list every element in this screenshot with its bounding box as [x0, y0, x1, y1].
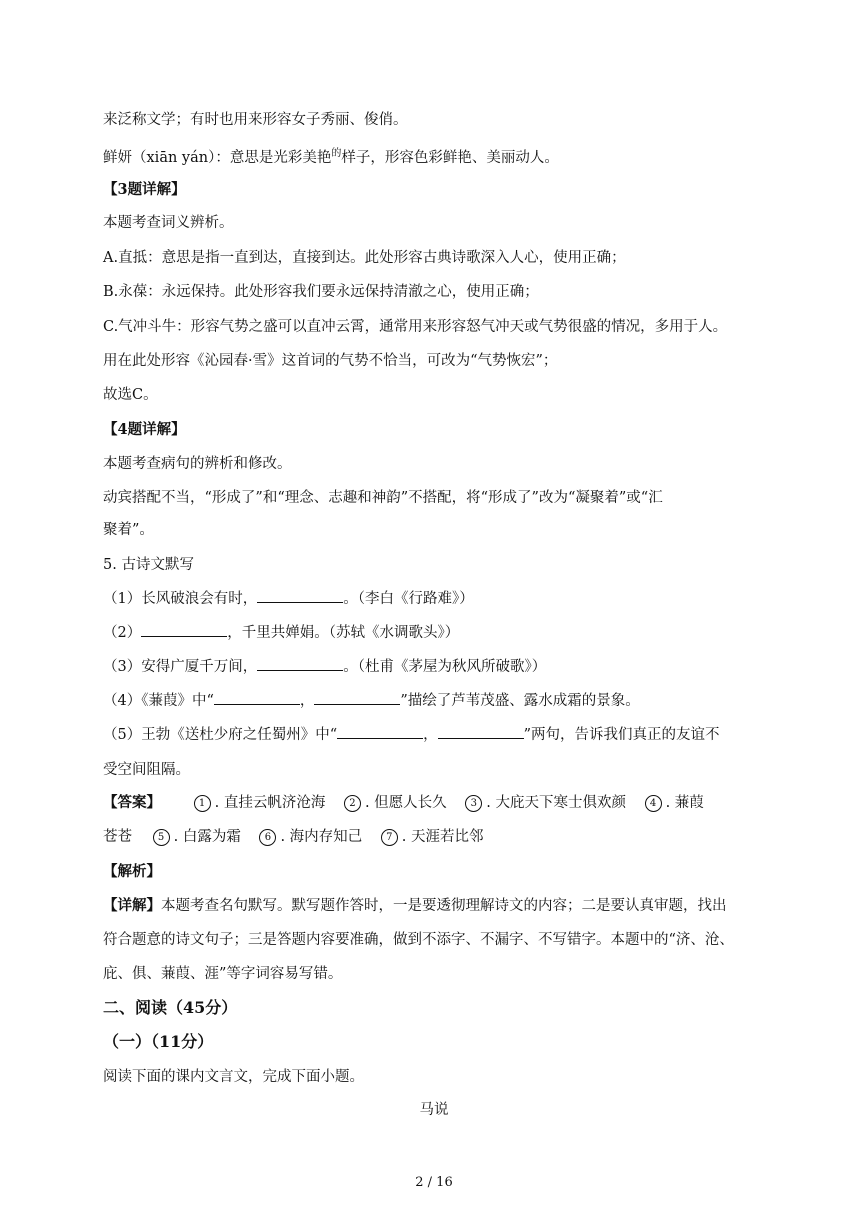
answer-text: . 白露为霜: [173, 829, 241, 845]
page-number: 2 / 16: [415, 1175, 453, 1190]
text-segment: ，: [299, 693, 315, 709]
answer-blank: [257, 589, 343, 603]
text-segment: （3）安得广厦千万间，: [103, 659, 258, 675]
text-segment: ”描绘了芦苇茂盛、露水成霜的景象。: [400, 693, 640, 709]
question-title: 5. 古诗文默写: [103, 557, 194, 573]
question-item: [103, 725, 720, 745]
text-segment: （2）: [103, 625, 142, 641]
answer-text: . 大庇天下寒士俱欢颜: [486, 795, 626, 811]
text-segment: ”两句，告诉我们真正的友谊不: [523, 727, 720, 743]
text-segment: 本题考查名句默写。默写题作答时，一是要透彻理解诗文的内容；二是要认真审题，找出: [161, 898, 727, 914]
answer-label: 【答案】: [103, 794, 161, 811]
answer-blank: [314, 691, 400, 705]
question-item: [103, 657, 546, 677]
section-title: 二、阅读（45分）: [103, 998, 238, 1017]
text-line: 阅读下面的课内文言文，完成下面小题。: [103, 1069, 364, 1085]
text-line: 符合题意的诗文句子；三是答题内容要准确，做到不添字、不漏字、不写错字。本题中的“济、沧、: [103, 932, 734, 948]
section-heading: 【解析】: [103, 863, 161, 880]
circled-number: 6: [259, 829, 276, 846]
question-item: [103, 623, 459, 643]
passage-title: 马说: [419, 1102, 449, 1118]
text-segment: （1）长风破浪会有时，: [103, 591, 258, 607]
text-line: C.气冲斗牛：形容气势之盛可以直冲云霄，通常用来形容怒气冲天或气势很盛的情况，多用于人。: [103, 319, 728, 335]
text-line: B.永葆：永远保持。此处形容我们要永远保持清澈之心，使用正确；: [103, 284, 539, 300]
answer-item: [153, 827, 241, 847]
answer-text: . 直挂云帆济沧海: [214, 795, 326, 811]
text-segment: ，: [423, 727, 438, 743]
answer-blank: [214, 691, 300, 705]
text-line: 本题考查词义辨析。: [103, 215, 234, 231]
answer-item: [259, 827, 362, 847]
answer-text: . 蒹葭: [665, 795, 704, 811]
text-line: 动宾搭配不当，“形成了”和“理念、志趣和神韵”不搭配，将“形成了”改为“凝聚着”或“汇: [103, 490, 663, 506]
text-line: 聚着”。: [103, 522, 154, 538]
text-line: 庇、俱、蒹葭、涯”等字词容易写错。: [103, 966, 343, 982]
circled-number: 7: [381, 829, 398, 846]
text-line: 用在此处形容《沁园春·雪》这首词的气势不恰当，可改为“气势恢宏”；: [103, 353, 558, 369]
text-line: 来泛称文学；有时也用来形容女子秀丽、俊俏。: [103, 112, 408, 128]
answer-item: [381, 827, 484, 847]
answer-blank: [141, 623, 227, 637]
answer-blank: [337, 725, 423, 739]
question-item: [103, 589, 474, 609]
text-segment: ，千里共婵娟。（苏轼《水调歌头》）: [227, 625, 460, 641]
answer-text: 苍苍: [103, 829, 132, 845]
answer-text: . 海内存知己: [280, 829, 363, 845]
text-line: [103, 896, 727, 916]
answer-text: . 但愿人长久: [364, 795, 447, 811]
answer-line: [103, 793, 704, 813]
answer-blank: [438, 725, 524, 739]
section-heading: 【4题详解】: [103, 421, 186, 438]
subsection-title: （一）（11分）: [103, 1032, 214, 1051]
text-segment: 样子，形容色彩鲜艳、美丽动人。: [341, 150, 559, 166]
answer-text: . 天涯若比邻: [401, 829, 484, 845]
circled-number: 2: [344, 795, 361, 812]
circled-number: 5: [153, 829, 170, 846]
text-segment: 鲜妍（xiān yán）：意思是光彩美艳: [103, 150, 332, 166]
text-line: 本题考查病句的辨析和修改。: [103, 456, 292, 472]
section-heading: 【3题详解】: [103, 181, 186, 198]
text-segment: （4）《蒹葭》中“: [103, 693, 214, 709]
answer-item: [344, 793, 447, 813]
superscript-text: 的: [331, 148, 342, 159]
answer-item: [194, 793, 326, 813]
answer-item: [645, 793, 704, 813]
circled-number: 1: [194, 795, 211, 812]
text-segment: （5）王勃《送杜少府之任蜀州》中“: [103, 727, 338, 743]
text-segment: 。（杜甫《茅屋为秋风所破歌》）: [343, 659, 547, 675]
text-line: 受空间阻隔。: [103, 762, 190, 778]
circled-number: 4: [645, 795, 662, 812]
question-item: [103, 691, 640, 711]
detail-label: 【详解】: [103, 897, 161, 914]
circled-number: 3: [465, 795, 482, 812]
text-line: 故选C。: [103, 387, 158, 403]
text-segment: 。（李白《行路难》）: [343, 591, 474, 607]
text-line: [103, 148, 559, 170]
answer-blank: [257, 657, 343, 671]
answer-item: [465, 793, 626, 813]
text-line: A.直抵：意思是指一直到达，直接到达。此处形容古典诗歌深入人心，使用正确；: [103, 250, 626, 266]
answer-line: [103, 827, 497, 847]
